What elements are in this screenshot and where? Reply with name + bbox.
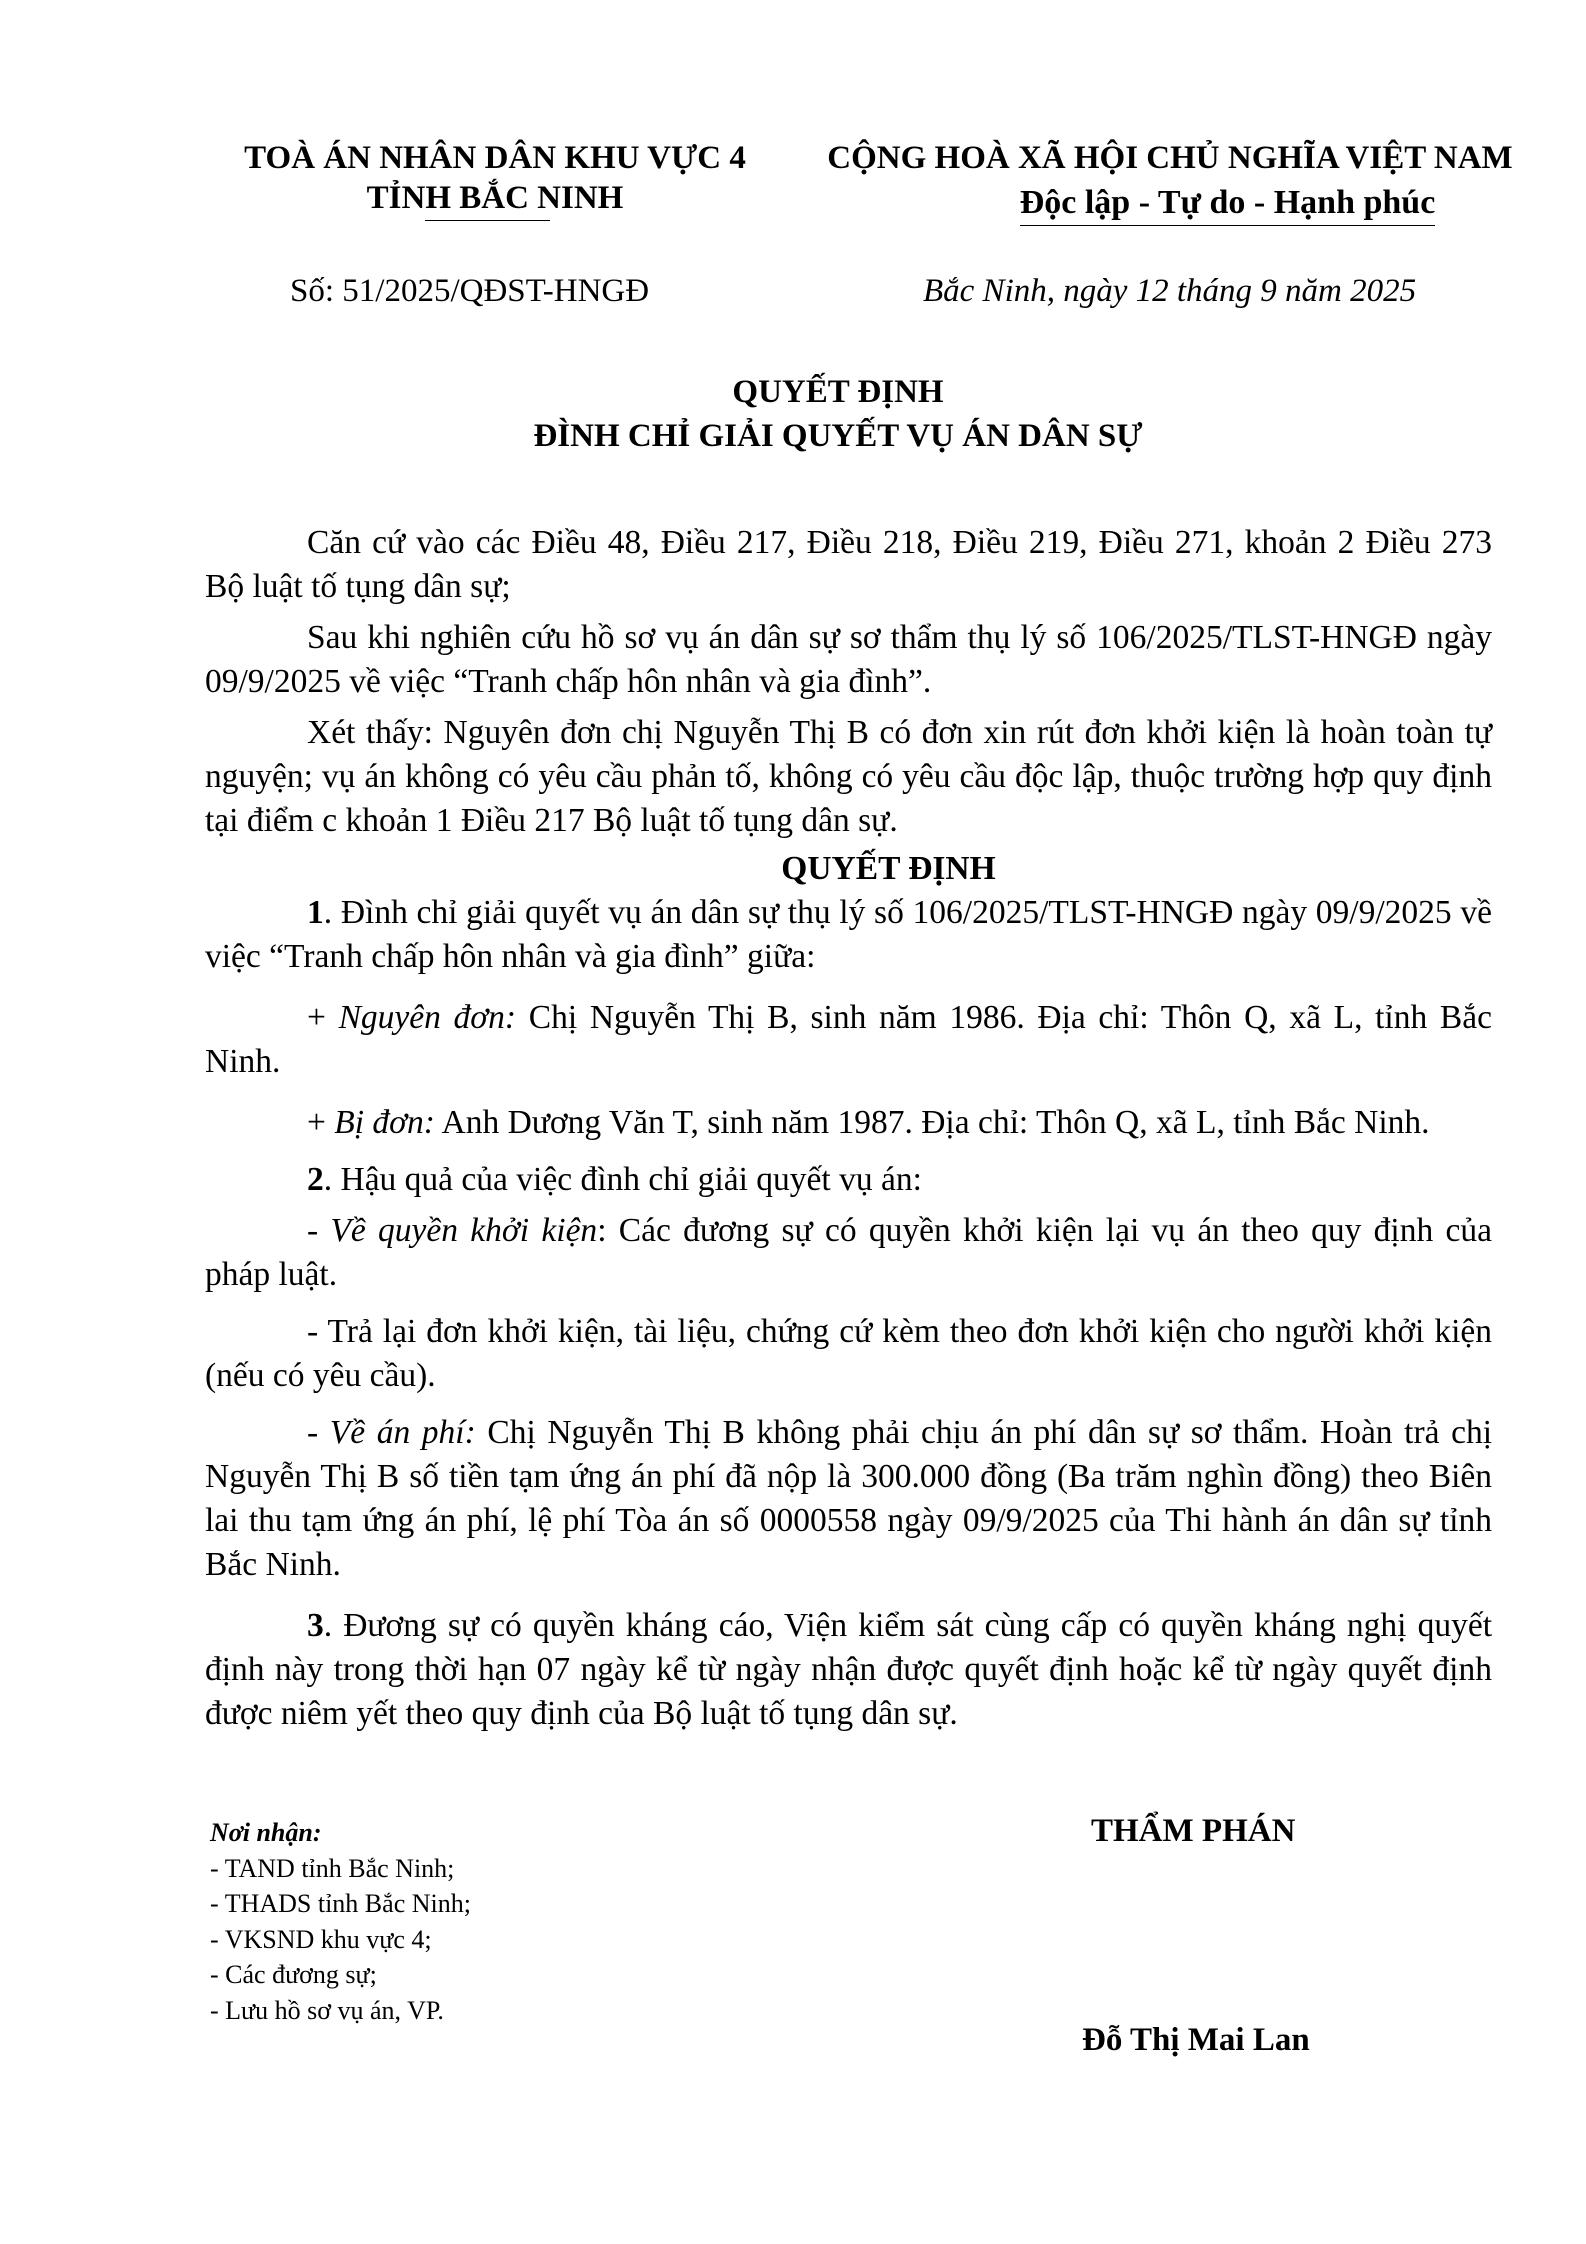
bullet-prefix: + bbox=[307, 999, 339, 1036]
decision-item-2 bbox=[205, 1158, 1492, 1202]
return-documents: - Trả lại đơn khởi kiện, tài liệu, chứng cứ kèm theo đơn khởi kiện cho người khởi kiện (nếu có yêu cầu). bbox=[205, 1313, 1492, 1394]
court-province: TỈNH BẮC NINH bbox=[366, 180, 624, 216]
recipient-item: - Lưu hồ sơ vụ án, VP. bbox=[210, 1995, 444, 2025]
document-title: QUYẾT ĐỊNH bbox=[732, 374, 944, 410]
decision-item-3 bbox=[205, 1604, 1492, 1736]
signer-name: Đỗ Thị Mai Lan bbox=[1082, 2022, 1310, 2058]
document-body bbox=[205, 521, 1492, 1736]
recipients-title: Nơi nhận: bbox=[210, 1818, 322, 1847]
item-text: . Đương sự có quyền kháng cáo, Viện kiểm sát cùng cấp có quyền kháng nghị quyết định này trong thời hạn 07 ngày kể từ ngày nhận được quyết định hoặc kể từ ngày quyết định được niêm yết theo quy định của Bộ luật tố tụng dân sự. bbox=[205, 1607, 1492, 1732]
court-fee-label: Về án phí: bbox=[329, 1414, 476, 1451]
recipient-item: - Các đương sự; bbox=[210, 1960, 377, 1989]
plaintiff-details: Chị Nguyễn Thị B, sinh năm 1986. Địa chỉ: Thôn Q, xã L, tỉnh Bắc Ninh. bbox=[205, 999, 1492, 1080]
recipients-block bbox=[210, 1815, 471, 2028]
bullet-prefix: - bbox=[307, 1212, 331, 1249]
defendant-details: Anh Dương Văn T, sinh năm 1987. Địa chỉ: Thôn Q, xã L, tỉnh Bắc Ninh. bbox=[434, 1104, 1430, 1141]
national-motto: Độc lập - Tự do - Hạnh phúc bbox=[1020, 184, 1436, 226]
bullet-prefix: - bbox=[307, 1414, 330, 1451]
court-header bbox=[190, 138, 800, 218]
recipients-list bbox=[210, 1851, 471, 2029]
item-text: . Đình chỉ giải quyết vụ án dân sự thụ lý số 106/2025/TLST-HNGĐ ngày 09/9/2025 về việc “Tranh chấp hôn nhân và gia đình” giữa: bbox=[205, 894, 1492, 975]
plaintiff-label: Nguyên đơn: bbox=[338, 999, 517, 1036]
case-review: Sau khi nghiên cứu hồ sơ vụ án dân sự sơ thẩm thụ lý số 106/2025/TLST-HNGĐ ngày 09/9/2025 về việc “Tranh chấp hôn nhân và gia đình”. bbox=[205, 619, 1492, 700]
recipient-item: - THADS tỉnh Bắc Ninh; bbox=[210, 1889, 471, 1918]
item-number: 1 bbox=[307, 894, 324, 931]
defendant-label: Bị đơn: bbox=[334, 1104, 435, 1141]
court-fee bbox=[205, 1411, 1492, 1587]
court-name: TOÀ ÁN NHÂN DÂN KHU VỰC 4 bbox=[244, 140, 746, 176]
nation-name: CỘNG HOÀ XÃ HỘI CHỦ NGHĨA VIỆT NAM bbox=[827, 140, 1513, 176]
decision-heading: QUYẾT ĐỊNH bbox=[781, 850, 996, 887]
document-number: Số: 51/2025/QĐST-HNGĐ bbox=[290, 273, 650, 309]
item-text: . Hậu quả của việc đình chỉ giải quyết vụ án: bbox=[323, 1161, 922, 1198]
plaintiff bbox=[205, 996, 1492, 1084]
right-to-sue bbox=[205, 1209, 1492, 1297]
court-header-underline bbox=[425, 220, 550, 221]
right-to-sue-label: Về quyền khởi kiện bbox=[330, 1212, 598, 1249]
finding: Xét thấy: Nguyên đơn chị Nguyễn Thị B có đơn xin rút đơn khởi kiện là hoàn toàn tự nguyện; vụ án không có yêu cầu phản tố, không có yêu cầu độc lập, thuộc trường hợp quy định tại điểm c khoản 1 Điều 217 Bộ luật tố tụng dân sự. bbox=[205, 714, 1492, 839]
decision-item-1 bbox=[205, 891, 1492, 979]
item-number: 3 bbox=[307, 1607, 324, 1644]
national-header bbox=[790, 138, 1550, 226]
legal-basis: Căn cứ vào các Điều 48, Điều 217, Điều 218, Điều 219, Điều 271, khoản 2 Điều 273 Bộ luật tố tụng dân sự; bbox=[205, 524, 1492, 605]
bullet-prefix: + bbox=[307, 1104, 335, 1141]
signer-title: THẨM PHÁN bbox=[1091, 1813, 1296, 1849]
right-to-sue-text: : Các đương sự có quyền khởi kiện lại vụ án theo quy định của pháp luật. bbox=[205, 1212, 1493, 1293]
recipient-item: - VKSND khu vực 4; bbox=[210, 1924, 432, 1954]
document-subtitle: ĐÌNH CHỈ GIẢI QUYẾT VỤ ÁN DÂN SỰ bbox=[533, 418, 1143, 454]
place-and-date: Bắc Ninh, ngày 12 tháng 9 năm 2025 bbox=[923, 273, 1417, 309]
item-number: 2 bbox=[307, 1161, 324, 1198]
court-fee-text: Chị Nguyễn Thị B không phải chịu án phí dân sự sơ thẩm. Hoàn trả chị Nguyễn Thị B số tiền tạm ứng án phí đã nộp là 300.000 đồng (Ba trăm nghìn đồng) theo Biên lai thu tạm ứng án phí, lệ phí Tòa án số 0000558 ngày 09/9/2025 của Thi hành án dân sự tỉnh Bắc Ninh. bbox=[205, 1414, 1493, 1583]
recipient-item: - TAND tỉnh Bắc Ninh; bbox=[210, 1853, 455, 1883]
defendant bbox=[205, 1101, 1492, 1145]
